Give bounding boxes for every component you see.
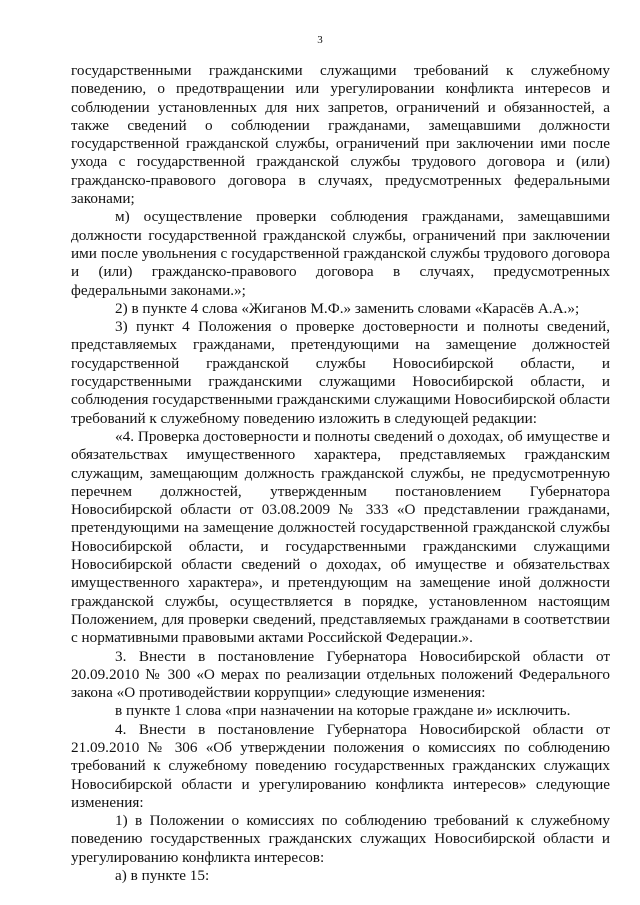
paragraph-section-4-item-a: а) в пункте 15: [115,867,210,885]
paragraph-section-4-item-1: 1) в Положении о комиссиях по соблюдению требований к служебному поведению государственных гражданских служащих Новосибирской области и урегулированию конфликта интересов: [71,812,610,866]
page-number: 3 [317,34,323,46]
paragraph-item-3: 3) пункт 4 Положения о проверке достоверности и полноты сведений, представляемых гражданами, претендующими на замещение должностей государственной гражданской службы Новосибирской области, и государственными гражданскими служащими Новосибирской области, и соблюдения государственными гражданскими служащими Новосибирской области требований к служебному поведению изложить в следующей редакции: [71,318,610,427]
paragraph-continuation: государственными гражданскими служащими требований к служебному поведению, о предотвращении или урегулировании конфликта интересов и соблюдении установленных для них запретов, ограничений и обязанностей, а также сведений о соблюдении гражданами, замещавшими должности государственной гражданской службы, ограничений при заключении ими после ухода с государственной гражданской службы трудового договора и (или) гражданско-правового договора в случаях, предусмотренных федеральными законами; [71,62,610,208]
paragraph-section-3-change: в пункте 1 слова «при назначении на которые граждане и» исключить. [115,702,571,720]
paragraph-section-4: 4. Внести в постановление Губернатора Новосибирской области от 21.09.2010 № 306 «Об утверждении положения о комиссиях по соблюдению требований к служебному поведению государственных гражданских служащих Новосибирской области и урегулированию конфликта интересов» следующие изменения: [71,720,610,811]
paragraph-section-3: 3. Внести в постановление Губернатора Новосибирской области от 20.09.2010 № 300 «О мерах по реализации отдельных положений Федерального закона «О противодействии коррупции» следующие изменения: [71,647,610,702]
paragraph-item-m: м) осуществление проверки соблюдения гражданами, замещавшими должности государственной гражданской службы, ограничений при заключении ими после увольнения с государственной гражданской службы трудового договора и (или) гражданско-правового договора в случаях, предусмотренных федеральными законами.»; [71,208,610,299]
paragraph-quoted-point-4: «4. Проверка достоверности и полноты сведений о доходах, об имуществе и обязательствах имущественного характера, представляемых гражданским служащим, замещающим должность гражданской службы, не предусмотренную перечнем должностей, утвержденным постановлением Губернатора Новосибирской области от 03.08.2009 № 333 «О представлении гражданами, претендующими на замещение должностей государственной гражданской службы Новосибирской области, и государственными гражданскими служащими Новосибирской области сведений о доходах, об имуществе и обязательствах имущественного характера», и претендующим на замещение иной должности гражданской службы, осуществляется в порядке, установленном настоящим Положением, для проверки сведений, представляемых гражданами в соответствии с нормативными правовыми актами Российской Федерации.». [71,427,610,647]
paragraph-item-2: 2) в пункте 4 слова «Жиганов М.Ф.» заменить словами «Карасёв А.А.»; [115,299,580,317]
document-body [71,62,610,885]
